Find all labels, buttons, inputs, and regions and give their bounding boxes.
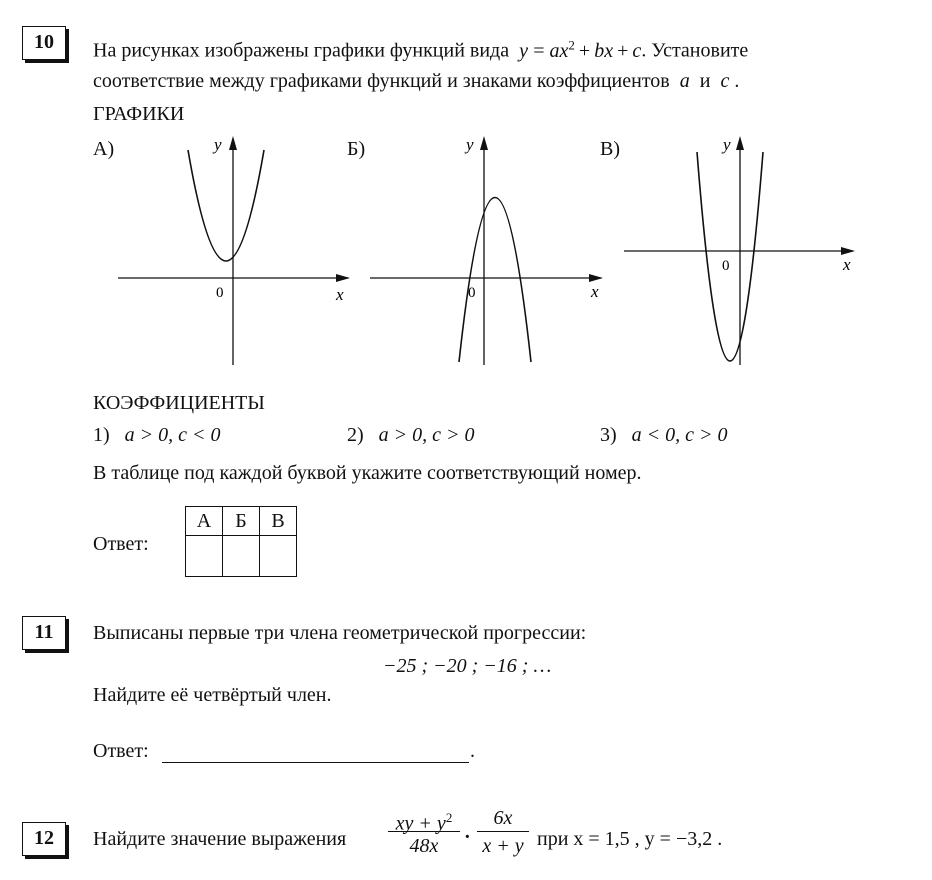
origin-label: 0 <box>468 285 476 301</box>
fraction-1 <box>388 805 460 858</box>
graph-label-a: А) <box>93 138 115 160</box>
fraction-2-numerator: 6x <box>493 807 513 829</box>
graph-a <box>110 130 360 370</box>
answer-row: Ответ: <box>93 740 149 762</box>
task-number-shadow <box>66 29 69 63</box>
task-text: Найдите значение выражения <box>93 828 347 850</box>
x-axis-label: x <box>843 255 851 274</box>
task-number-box: 10 <box>22 26 66 60</box>
table-instruction: В таблице под каждой буквой укажите соответствующий номер. <box>93 462 642 484</box>
task-text-line-1: На рисунках изображены графики функций вида $y = ax^2$ + bx + c. Установите <box>93 37 749 62</box>
task-text: Выписаны первые три члена геометрической прогрессии: <box>93 622 587 644</box>
intro-text: На рисунках изображены графики функций вида <box>93 39 510 62</box>
coefficients-heading: КОЭФФИЦИЕНТЫ <box>93 392 265 414</box>
multiply-dot: · <box>464 826 471 848</box>
parabola-curve <box>188 150 264 261</box>
origin-label: 0 <box>216 285 224 301</box>
origin-label: 0 <box>722 258 730 274</box>
task-number-shadow <box>25 60 69 63</box>
parabola-curve <box>459 198 531 363</box>
answer-table <box>185 506 297 577</box>
fraction-1-numerator: xy + $y^2$ <box>395 810 453 835</box>
graph-label-v: В) <box>600 138 620 160</box>
question-text: Найдите её четвёртый член. <box>93 684 332 706</box>
task-number-shadow <box>66 619 69 653</box>
table-header-b: Б <box>223 507 260 536</box>
graphs-heading: ГРАФИКИ <box>93 103 185 125</box>
option-2: 2) a > 0, c > 0 <box>347 424 475 446</box>
y-axis-label: y <box>214 135 222 154</box>
task-number-box: 12 <box>22 822 66 856</box>
answer-input-line[interactable] <box>162 761 469 763</box>
answer-end: . <box>470 740 475 762</box>
option-3: 3) a < 0, c > 0 <box>600 424 728 446</box>
x-axis-arrow <box>336 274 350 282</box>
parabola-curve <box>697 152 763 361</box>
answer-label: Ответ: <box>93 533 149 555</box>
x-axis-label: x <box>336 285 344 304</box>
answer-cell-b[interactable] <box>223 536 260 577</box>
task-number-box: 11 <box>22 616 66 650</box>
formula: $y = ax^2$ + bx + c <box>519 37 642 62</box>
condition-text: при x = 1,5 , y = −3,2 . <box>537 828 723 850</box>
task-number-shadow <box>25 650 69 653</box>
fraction-2 <box>477 805 529 858</box>
fraction-1-denominator: 48x <box>409 835 439 857</box>
x-axis-arrow <box>589 274 603 282</box>
graph-v <box>617 130 867 370</box>
task-number-shadow <box>66 825 69 859</box>
fraction-2-denominator: x + y <box>482 835 524 857</box>
task-number-shadow <box>25 856 69 859</box>
answer-cell-v[interactable] <box>260 536 297 577</box>
graph-b <box>363 130 613 370</box>
graph-label-b: Б) <box>347 138 366 160</box>
table-header-v: В <box>260 507 297 536</box>
y-axis-label: y <box>466 135 474 154</box>
y-axis-arrow <box>736 136 744 150</box>
x-axis-label: x <box>591 282 599 301</box>
y-axis-arrow <box>480 136 488 150</box>
y-axis-arrow <box>229 136 237 150</box>
sequence: −25 ; −20 ; −16 ; … <box>383 655 552 677</box>
x-axis-arrow <box>841 247 855 255</box>
y-axis-label: y <box>723 135 731 154</box>
task-text-line-2: соответствие между графиками функций и знаками коэффициентов a и c . <box>93 70 740 92</box>
option-1: 1) a > 0, c < 0 <box>93 424 221 446</box>
answer-cell-a[interactable] <box>186 536 223 577</box>
table-header-a: А <box>186 507 223 536</box>
